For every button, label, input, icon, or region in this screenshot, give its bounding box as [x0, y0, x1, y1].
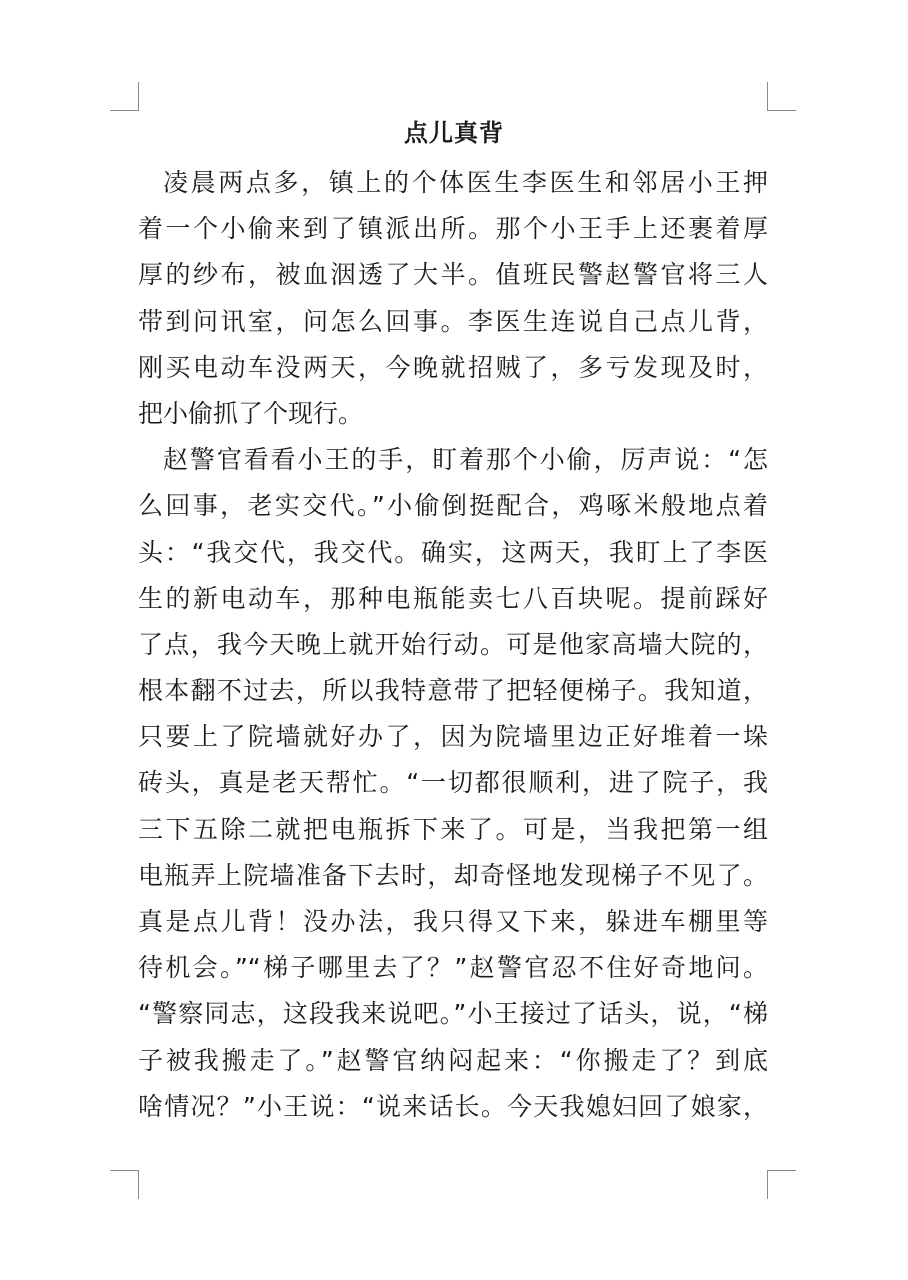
text-line: 砖头，真是老天帮忙。“一切都很顺利，进了院子，我: [138, 768, 768, 798]
text-line: 带到问讯室，问怎么回事。李医生连说自己点儿背，: [138, 306, 768, 336]
margin-mark-top-left: [110, 82, 139, 111]
text-line: 厚的纱布，被血洇透了大半。值班民警赵警官将三人: [138, 260, 768, 290]
text-line: 啥情况？”小王说：“说来话长。今天我媳妇回了娘家，: [138, 1091, 768, 1121]
text-line: 生的新电动车，那种电瓶能卖七八百块呢。提前踩好: [138, 583, 768, 613]
text-line: “警察同志，这段我来说吧。”小王接过了话头，说，“梯: [138, 999, 768, 1029]
text-line: 真是点儿背！没办法，我只得又下来，躲进车棚里等: [138, 907, 768, 936]
text-line: 子被我搬走了。”赵警官纳闷起来：“你搬走了？到底: [138, 1045, 768, 1075]
text-line: 刚买电动车没两天，今晚就招贼了，多亏发现及时，: [138, 352, 768, 382]
text-line: 把小偷抓了个现行。: [138, 398, 364, 428]
text-line: 电瓶弄上院墙准备下去时，却奇怪地发现梯子不见了。: [138, 860, 768, 890]
document-title: 点儿真背: [404, 119, 504, 147]
text-line: 只要上了院墙就好办了，因为院墙里边正好堆着一垛: [138, 722, 768, 752]
margin-mark-bottom-left: [110, 1170, 139, 1199]
text-line: 么回事，老实交代。”小偷倒挺配合，鸡啄米般地点着: [138, 491, 768, 521]
text-line: 三下五除二就把电瓶拆下来了。可是，当我把第一组: [138, 814, 768, 844]
text-line: 凌晨两点多，镇上的个体医生李医生和邻居小王押: [163, 168, 768, 197]
document-body: [138, 160, 768, 1130]
margin-mark-top-right: [767, 82, 796, 111]
text-line: 赵警官看看小王的手，盯着那个小偷，厉声说：“怎: [163, 445, 768, 475]
text-line: 待机会。”“梯子哪里去了？”赵警官忍不住好奇地问。: [138, 953, 768, 983]
margin-mark-bottom-right: [767, 1170, 796, 1199]
text-line: 着一个小偷来到了镇派出所。那个小王手上还裹着厚: [138, 214, 768, 244]
text-line: 根本翻不过去，所以我特意带了把轻便梯子。我知道，: [138, 676, 768, 706]
text-line: 了点，我今天晚上就开始行动。可是他家高墙大院的，: [138, 629, 768, 659]
text-line: 头：“我交代，我交代。确实，这两天，我盯上了李医: [138, 537, 768, 567]
